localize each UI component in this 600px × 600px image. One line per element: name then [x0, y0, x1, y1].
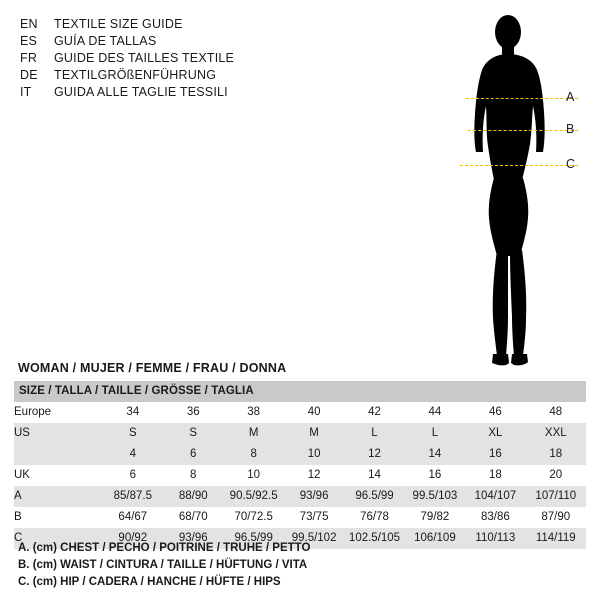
cell: 83/86 [480, 511, 510, 523]
cell: 10 [284, 444, 344, 465]
cell: 48 [549, 406, 563, 418]
cell: 6 [129, 469, 137, 481]
cell: 93/96 [284, 486, 344, 507]
measure-line-b [468, 130, 578, 131]
table-header-row [14, 381, 586, 402]
cell: M [223, 423, 283, 444]
cell: S [103, 423, 163, 444]
female-silhouette-icon [430, 10, 590, 370]
measure-line-c [460, 165, 578, 166]
cell: 20 [549, 469, 563, 481]
cell: 102.5/105 [344, 528, 404, 549]
cell: L [405, 423, 465, 444]
table-header-label: SIZE / TALLA / TAILLE / GRÖSSE / TAGLIA [19, 385, 254, 397]
cell: 46 [488, 406, 502, 418]
cell: 90/92 [103, 528, 163, 549]
cell: 14 [368, 469, 381, 481]
language-list [20, 16, 320, 101]
cell: S [163, 423, 223, 444]
row-label: Europe [14, 406, 52, 418]
cell: 16 [465, 444, 525, 465]
table-row [14, 423, 586, 444]
cell: 73/75 [299, 511, 329, 523]
row-label [14, 444, 103, 465]
cell: 18 [488, 469, 502, 481]
cell: 106/109 [405, 528, 465, 549]
language-text-de: TEXTILGRÖßENFÜHRUNG [54, 68, 217, 82]
cell: 110/113 [465, 528, 525, 549]
cell: 18 [526, 444, 586, 465]
cell: 44 [428, 406, 442, 418]
cell: M [284, 423, 344, 444]
note-chest: A. (cm) CHEST / PECHO / POITRINE / TRUHE / PETTO [18, 542, 311, 554]
cell: XL [465, 423, 525, 444]
row-label: UK [14, 469, 30, 481]
cell: 12 [344, 444, 404, 465]
row-label: C [14, 528, 103, 549]
cell: 12 [307, 469, 321, 481]
size-table [14, 381, 586, 549]
language-text-en: TEXTILE SIZE GUIDE [54, 17, 183, 31]
row-label: A [14, 486, 103, 507]
table-row [14, 465, 586, 486]
cell: 64/67 [118, 511, 148, 523]
cell: 10 [247, 469, 261, 481]
body-figure [430, 10, 590, 370]
row-label: B [14, 511, 22, 523]
cell: 96.5/99 [344, 486, 404, 507]
language-text-it: GUIDA ALLE TAGLIE TESSILI [54, 85, 228, 99]
language-row-it [20, 84, 320, 101]
cell: 8 [223, 444, 283, 465]
cell: 42 [368, 406, 381, 418]
language-code-de: DE [20, 68, 38, 82]
cell: 85/87.5 [103, 486, 163, 507]
cell: 76/78 [360, 511, 389, 523]
cell: 90.5/92.5 [223, 486, 283, 507]
language-code-it: IT [20, 85, 32, 99]
cell: 114/119 [526, 528, 586, 549]
measurement-notes [18, 540, 310, 591]
table-row [14, 507, 586, 528]
language-code-en: EN [20, 17, 38, 31]
cell: 40 [307, 406, 321, 418]
language-code-fr: FR [20, 51, 38, 65]
row-label: US [14, 423, 103, 444]
cell: 34 [126, 406, 140, 418]
cell: 99.5/103 [405, 486, 465, 507]
cell: 88/90 [163, 486, 223, 507]
measure-label-b: B [566, 122, 575, 136]
language-row-fr [20, 50, 320, 67]
cell: 70/72.5 [234, 511, 273, 523]
table-row [14, 402, 586, 423]
cell: 16 [428, 469, 442, 481]
cell: XXL [526, 423, 586, 444]
language-text-fr: GUIDE DES TAILLES TEXTILE [54, 51, 235, 65]
language-row-es [20, 33, 320, 50]
measure-label-a: A [566, 90, 575, 104]
cell: 6 [163, 444, 223, 465]
measure-label-c: C [566, 157, 576, 171]
cell: 96.5/99 [223, 528, 283, 549]
language-row-de [20, 67, 320, 84]
cell: 104/107 [465, 486, 525, 507]
cell: 68/70 [178, 511, 208, 523]
table-row [14, 444, 586, 465]
note-hip: C. (cm) HIP / CADERA / HANCHE / HÜFTE / HIPS [18, 576, 281, 588]
cell: 36 [186, 406, 200, 418]
cell: 4 [103, 444, 163, 465]
language-row-en [20, 16, 320, 33]
language-text-es: GUÍA DE TALLAS [54, 34, 157, 48]
group-title: WOMAN / MUJER / FEMME / FRAU / DONNA [18, 361, 287, 375]
cell: 14 [405, 444, 465, 465]
measure-line-a [466, 98, 578, 99]
cell: 8 [190, 469, 197, 481]
cell: 79/82 [420, 511, 450, 523]
cell: L [344, 423, 404, 444]
cell: 93/96 [163, 528, 223, 549]
table-row [14, 486, 586, 507]
cell: 99.5/102 [284, 528, 344, 549]
note-waist: B. (cm) WAIST / CINTURA / TAILLE / HÜFTUNG / VITA [18, 559, 308, 571]
language-code-es: ES [20, 34, 38, 48]
cell: 107/110 [526, 486, 586, 507]
cell: 38 [247, 406, 261, 418]
cell: 87/90 [541, 511, 571, 523]
